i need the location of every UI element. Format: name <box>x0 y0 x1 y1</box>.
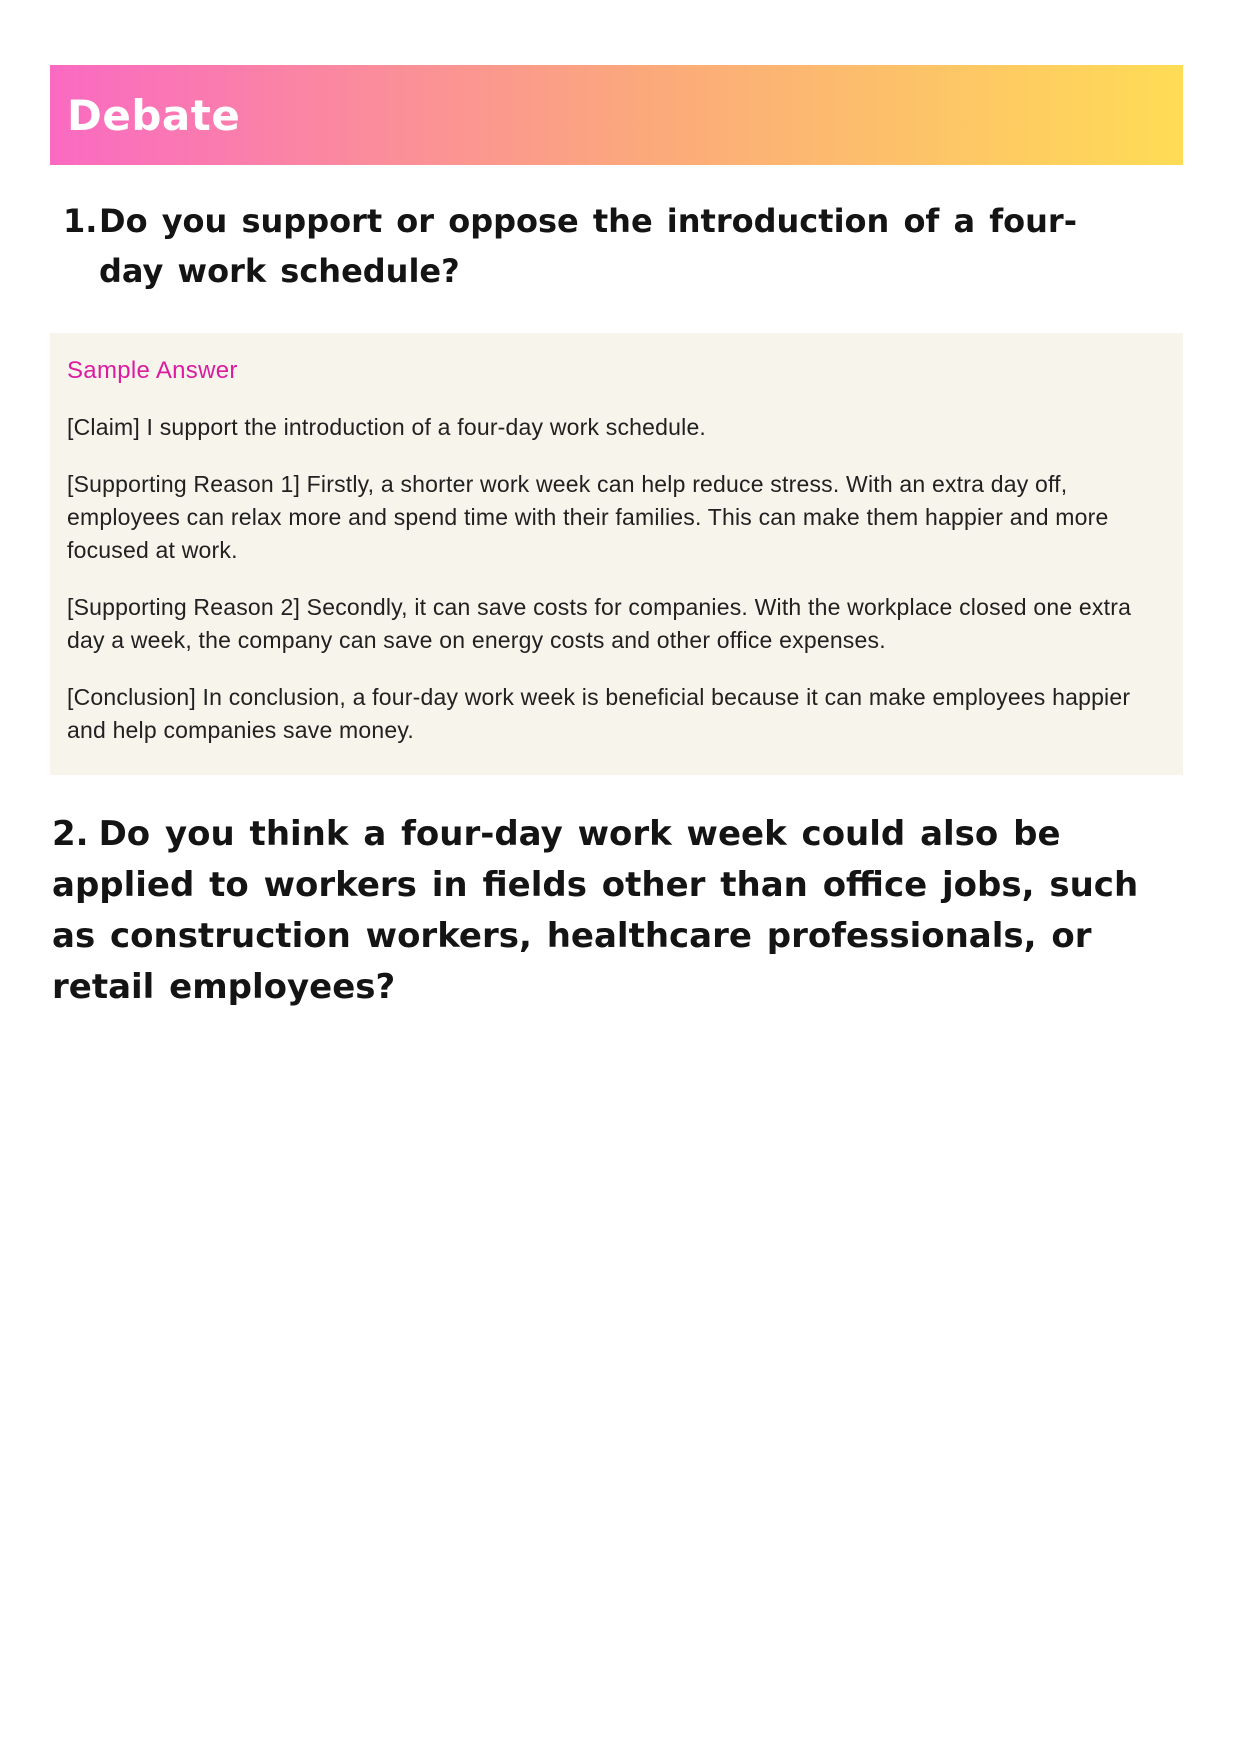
question-1 <box>50 196 1163 296</box>
question-1-number: 1. <box>63 202 98 240</box>
question-2-number: 2. <box>52 814 89 854</box>
sample-answer-claim: [Claim] I support the introduction of a four-day work schedule. <box>67 414 707 440</box>
header-banner <box>50 65 1183 165</box>
question-2-text: Do you think a four-day work week could also be applied to workers in fields other than office jobs, such as construction workers, healthcare professionals, or retail employees? <box>52 814 1139 1007</box>
sample-answer-reason-1: [Supporting Reason 1] Firstly, a shorter work week can help reduce stress. With an extra day off, employees can relax more and spend time with their families. This can make them happier and more focused at work. <box>67 471 1109 563</box>
sample-answer-label: Sample Answer <box>67 357 238 384</box>
question-2 <box>50 809 1183 1013</box>
sample-answer-reason-2: [Supporting Reason 2] Secondly, it can save costs for companies. With the workplace closed one extra day a week, the company can save on energy costs and other office expenses. <box>67 594 1132 653</box>
question-1-text: Do you support or oppose the introduction of a four-day work schedule? <box>99 202 1077 290</box>
sample-answer-conclusion: [Conclusion] In conclusion, a four-day work week is beneficial because it can make employees happier and help companies save money. <box>67 684 1131 743</box>
sample-answer-box <box>50 333 1183 775</box>
page-title: Debate <box>67 90 241 140</box>
